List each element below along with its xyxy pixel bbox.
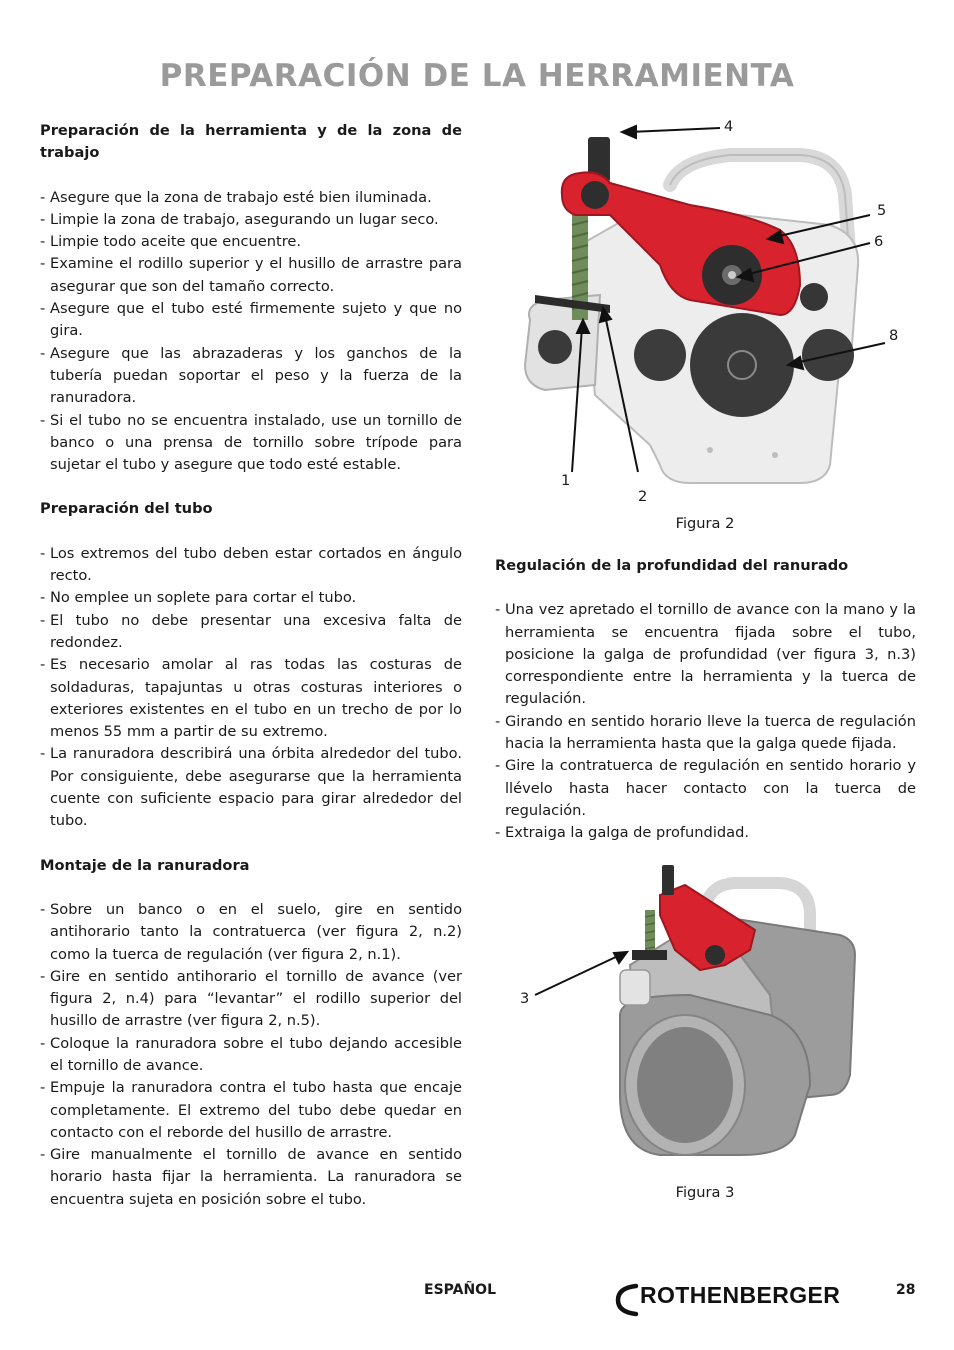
footer-language: ESPAÑOL <box>424 1282 496 1298</box>
list-item: - Es necesario amolar al ras todas las costuras de soldaduras, tapajuntas u otras costuras interiores o exteriores existentes en el tubo en un trecho de por lo menos 55 mm a partir de su extremo. <box>40 654 462 743</box>
list-item: - El tubo no debe presentar una excesiva falta de redondez. <box>40 610 462 655</box>
list-item: - Los extremos del tubo deben estar cortados en ángulo recto. <box>40 543 462 588</box>
callout-label: 3 <box>520 990 530 1007</box>
list-item: - No emplee un soplete para cortar el tubo. <box>40 587 462 609</box>
section-heading: Preparación de la herramienta y de la zona de trabajo <box>40 122 462 162</box>
figure-caption: Figura 2 <box>675 515 735 532</box>
list-item: - Coloque la ranuradora sobre el tubo dejando accesible el tornillo de avance. <box>40 1033 462 1078</box>
callout-label: 5 <box>877 202 887 219</box>
page-number: 28 <box>896 1282 916 1298</box>
callout-label: 8 <box>889 327 899 344</box>
right-column <box>495 555 916 867</box>
list-item: - Girando en sentido horario lleve la tuerca de regulación hacia la herramienta hasta que la galga quede fijada. <box>495 711 916 756</box>
left-column <box>40 120 462 1233</box>
list-item: - Limpie la zona de trabajo, asegurando un lugar seco. <box>40 209 462 231</box>
section-heading: Montaje de la ranuradora <box>40 856 250 874</box>
brand-name: ROTHENBERGER <box>640 1282 841 1308</box>
groover-illustration <box>500 115 910 515</box>
list-item: - Asegure que el tubo esté firmemente sujeto y que no gira. <box>40 298 462 343</box>
bullet-list <box>40 899 462 1211</box>
callout-label: 4 <box>724 118 734 135</box>
groover-on-pipe-illustration <box>510 855 870 1165</box>
list-item: - Extraiga la galga de profundidad. <box>495 822 916 844</box>
figure-3 <box>510 855 870 1165</box>
list-item: - La ranuradora describirá una órbita alrededor del tubo. Por consiguiente, debe asegurarse que la herramienta cuente con suficiente espacio para girar alrededor del tubo. <box>40 743 462 832</box>
list-item: - Empuje la ranuradora contra el tubo hasta que encaje completamente. El extremo del tubo debe quedar en contacto con el reborde del husillo de arrastre. <box>40 1077 462 1144</box>
callout-label: 2 <box>638 488 648 505</box>
list-item: - Gire la contratuerca de regulación en sentido horario y llévelo hasta hacer contacto con la tuerca de regulación. <box>495 755 916 822</box>
figure-2 <box>500 115 910 515</box>
list-item: - Gire en sentido antihorario el tornillo de avance (ver figura 2, n.4) para “levantar” el rodillo superior del husillo de arrastre (ver figura 2, n.5). <box>40 966 462 1033</box>
list-item: - Examine el rodillo superior y el husillo de arrastre para asegurar que son del tamaño correcto. <box>40 253 462 298</box>
list-item: - Asegure que las abrazaderas y los ganchos de la tubería puedan soportar el peso y la fuerza de la ranuradora. <box>40 343 462 410</box>
section-heading: Preparación del tubo <box>40 500 213 518</box>
list-item: - Limpie todo aceite que encuentre. <box>40 231 462 253</box>
brand-swoosh-icon <box>612 1278 642 1318</box>
bullet-list <box>495 599 916 844</box>
section-heading: Regulación de la profundidad del ranurado <box>495 557 849 574</box>
figure-caption: Figura 3 <box>675 1184 735 1201</box>
page-title: PREPARACIÓN DE LA HERRAMIENTA <box>159 58 795 94</box>
list-item: - Si el tubo no se encuentra instalado, use un tornillo de banco o una prensa de tornillo sobre trípode para sujetar el tubo y asegure que todo esté estable. <box>40 410 462 477</box>
list-item: - Gire manualmente el tornillo de avance en sentido horario hasta fijar la herramienta. La ranuradora se encuentra sujeta en posición sobre el tubo. <box>40 1144 462 1211</box>
callout-label: 1 <box>561 472 571 489</box>
callout-label: 6 <box>874 233 884 250</box>
list-item: - Una vez apretado el tornillo de avance con la mano y la herramienta se encuentra fijada sobre el tubo, posicione la galga de profundidad (ver figura 3, n.3) correspondiente entre la herramienta y la tuerca de regulación. <box>495 599 916 710</box>
list-item: - Sobre un banco o en el suelo, gire en sentido antihorario tanto la contratuerca (ver figura 2, n.2) como la tuerca de regulación (ver figura 2, n.1). <box>40 899 462 966</box>
list-item: - Asegure que la zona de trabajo esté bien iluminada. <box>40 187 462 209</box>
bullet-list <box>40 543 462 833</box>
bullet-list <box>40 187 462 477</box>
